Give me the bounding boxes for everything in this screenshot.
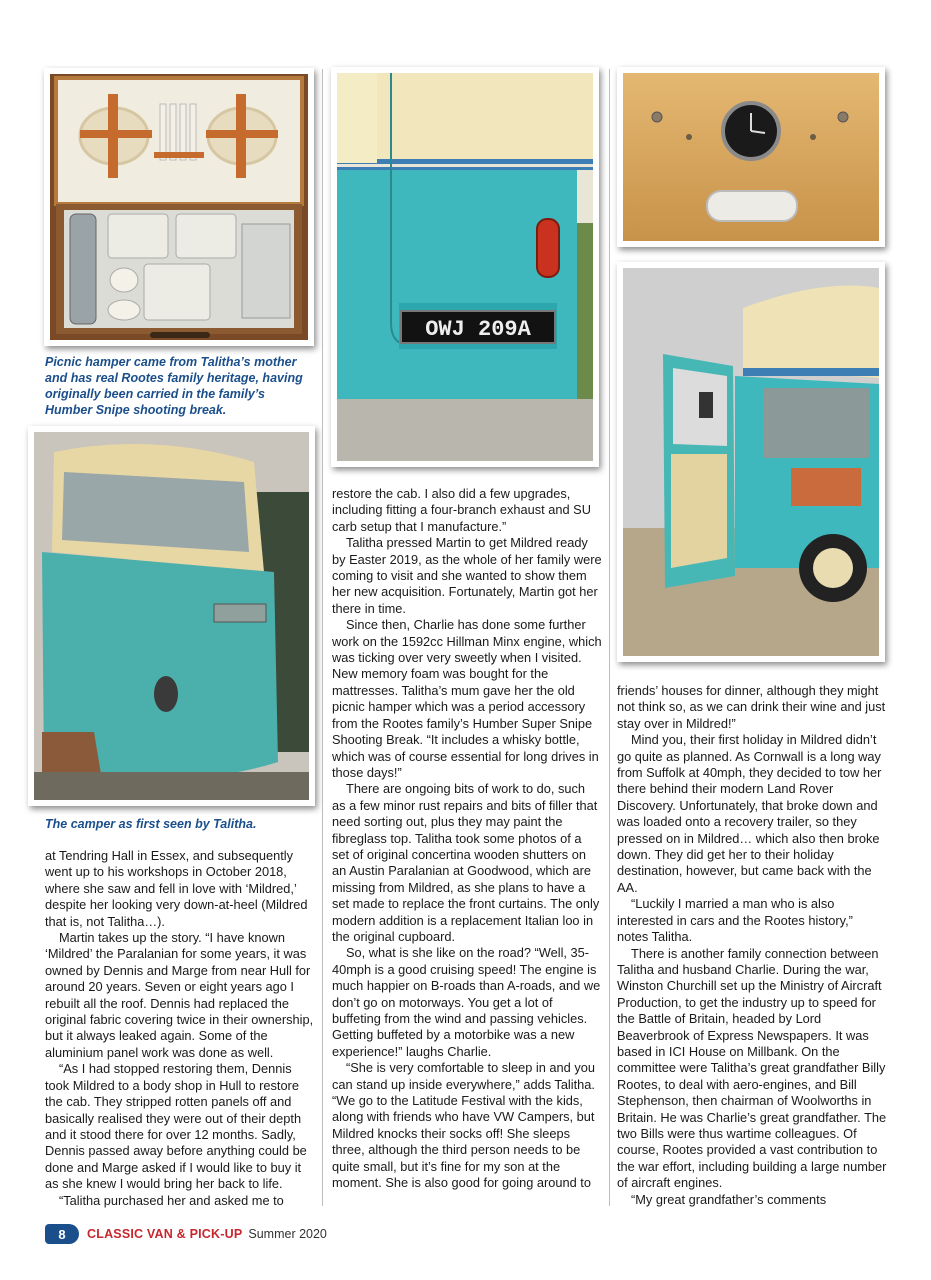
paragraph: “Luckily I married a man who is also interested in cars and the Rootes history,” notes Talitha. <box>617 896 853 945</box>
column-rule-1 <box>322 69 323 1206</box>
number-plate-text: OWJ 209A <box>425 317 531 342</box>
first-seen-caption: The camper as first seen by Talitha. <box>45 817 257 831</box>
paragraph: “Talitha purchased her and asked me to <box>59 1192 284 1208</box>
camper-rear-photo <box>331 67 599 467</box>
paragraph: So, what is she like on the road? “Well, 35-40mph is a good cruising speed! The engine is much happier on B-roads than A-roads, and we don’t go on motorways. You get a lot of buffeting from the wind and passing vehicles. Getting buffeted by a motorbike was a new experience!” laughs Charlie. <box>332 945 601 1059</box>
cab-interior-photo <box>617 262 885 662</box>
camper-first-seen-photo <box>28 426 315 806</box>
page-number: 8 <box>45 1224 79 1244</box>
hamper-photo <box>44 68 314 346</box>
magazine-title: CLASSIC VAN & PICK-UP <box>87 1227 243 1241</box>
paragraph: “As I had stopped restoring them, Dennis took Mildred to a body shop in Hull to restore the cab. They stripped rotten panels off and basically realised they were out of their depth and it stood there for over 12 months. Sadly, Dennis passed away before anything could be done and Marge asked if I would like to buy it as she knew I would bring her back to life. <box>45 1061 307 1192</box>
paragraph: Martin takes up the story. “I have known ‘Mildred’ the Paralanian for some years, it was owned by Dennis and Marge from near Hull for around 20 years. Seven or eight years ago I rebuilt all the roof. Dennis had replaced the original fabric covering twice in their ownership, but it always leaked again. Some of the aluminium panel work was done as well. <box>45 930 314 1060</box>
paragraph: restore the cab. I also did a few upgrades, including fitting a four-branch exhaust and SU carb setup that I manufacture.” <box>332 486 591 534</box>
paragraph: Talitha pressed Martin to get Mildred ready by Easter 2019, as the whole of her family were coming to visit and she wanted to show them her new acquisition. Fortunately, Martin got her there in time. <box>332 535 602 616</box>
paragraph: Since then, Charlie has done some further work on the 1592cc Hillman Minx engine, which was ticking over very sweetly when I visited. New memory foam was bought for the mattresses. Talitha’s mum gave her the old picnic hamper which was a period accessory from the Rootes family’s Humber Super Snipe Shooting Break. “It includes a whisky bottle, which was of course essential for long drives in those days!” <box>332 617 602 780</box>
clock-photo <box>617 67 885 247</box>
paragraph: friends’ houses for dinner, although they might not think so, as we can drink their wine and just stay over in Mildred!” <box>617 683 886 731</box>
column-2-text <box>332 486 602 1191</box>
paragraph: There is another family connection between Talitha and husband Charlie. During the war, Winston Churchill set up the Ministry of Aircraft Production, to get the industry up to speed for the Battle of Britain, headed by Lord Beaverbrook of Express Newspapers. It was based in ICI House on Millbank. On the committee were Talitha’s great grandfather Billy Rootes, to deal with aero-engines, and Bill Stephenson, then chairman of Woolworths in Britain. He was Charlie’s great grandfather. The two Bills were thus wartime colleagues. Of course, Rootes provided a vast contribution to the war effort, including building a large number of aircraft engines. <box>617 945 887 1191</box>
issue-date: Summer 2020 <box>248 1227 327 1241</box>
paragraph: “She is very comfortable to sleep in and you can stand up inside everywhere,” adds Talitha. “We go to the Latitude Festival with the kids, along with friends who have VW Campers, but Mildred knocks their socks off! She sleeps three, although the third person needs to be quite small, but it’s fine for my son at the moment. She is also good for going around to <box>332 1060 595 1191</box>
column-1-text <box>45 848 317 1209</box>
column-rule-2 <box>609 69 610 1206</box>
paragraph: “My great grandfather’s comments <box>631 1191 827 1207</box>
hamper-caption: Picnic hamper came from Talitha’s mother and has real Rootes family heritage, having originally been carried in the family’s Humber Snipe shooting break. <box>45 355 303 417</box>
column-3-text <box>617 683 887 1208</box>
paragraph: There are ongoing bits of work to do, such as a few minor rust repairs and bits of filler that need sorting out, plus they may paint the fibreglass top. Talitha took some photos of a set of original concertina wooden shutters on an Austin Paralanian at Goodwood, which are missing from Mildred, as she plans to have a set made to replace the front curtains. The only modern addition is a replacement Italian loo in the original cupboard. <box>332 781 600 944</box>
paragraph: at Tendring Hall in Essex, and subsequently went up to his workshops in October 2018, where she saw and fell in love with ‘Mildred,’ despite her looking very down-at-heel (Mildred that is, not Talitha…). <box>45 848 308 929</box>
page-footer <box>45 1222 327 1246</box>
paragraph: Mind you, their first holiday in Mildred didn’t go quite as planned. As Cornwall is a long way from Suffolk at 40mph, they decided to tow her there behind their modern Land Rover Discovery. Unfortunately, that broke down and was loaded onto a recovery trailer, so they pressed on in Mildred… which also then broke down. They did get her to their holiday destination, however, but came back with the AA. <box>617 732 882 895</box>
